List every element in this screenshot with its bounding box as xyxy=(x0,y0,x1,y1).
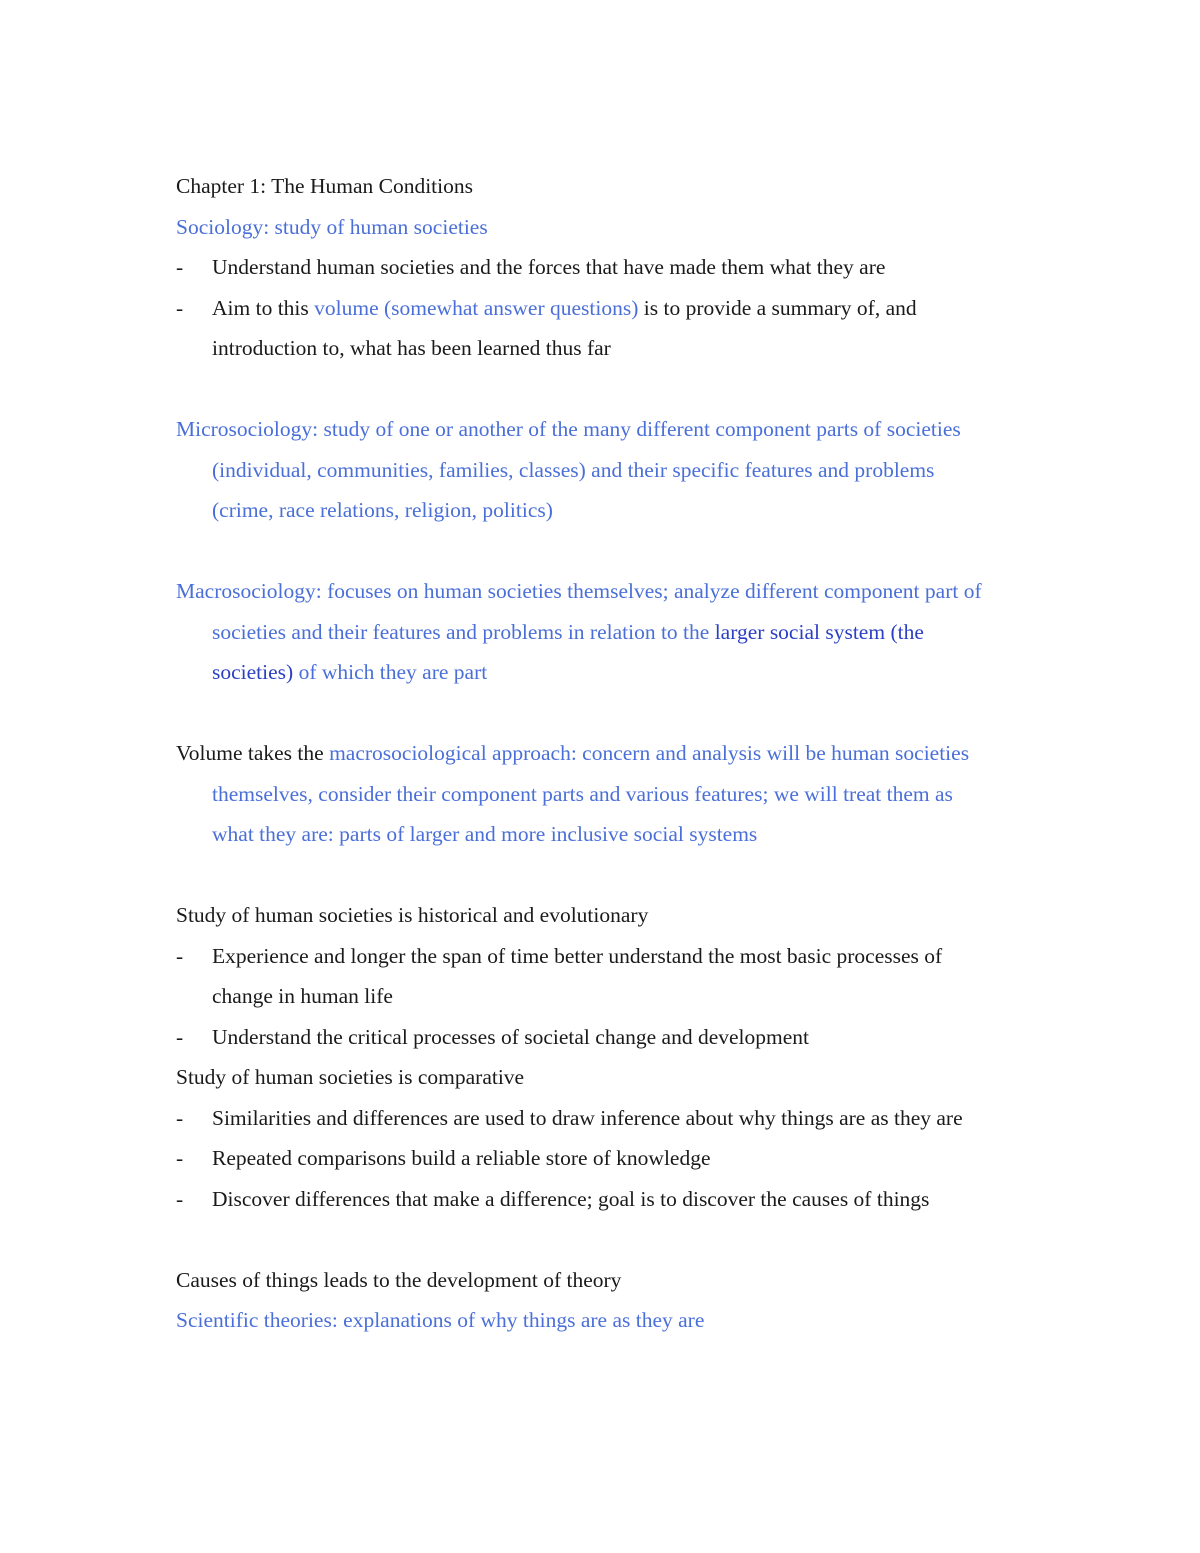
historical-heading: Study of human societies is historical and evolutionary xyxy=(176,903,649,927)
spacer xyxy=(176,1219,1076,1260)
volume-approach-line-1 xyxy=(176,733,1076,774)
bullet-marker: - xyxy=(176,1105,184,1130)
microsociology-line-3: (crime, race relations, religion, politics) xyxy=(212,498,553,522)
chapter-title: Chapter 1: The Human Conditions xyxy=(176,174,473,198)
comparative-bullet-2 xyxy=(176,1138,1076,1179)
spacer xyxy=(176,369,1076,410)
historical-bullet-2 xyxy=(176,1017,1076,1058)
spacer xyxy=(176,531,1076,572)
bullet-text: Experience and longer the span of time better understand the most basic processes of xyxy=(212,943,943,968)
document-page xyxy=(176,166,1076,1341)
microsociology-line-2: (individual, communities, families, classes) and their specific features and problems xyxy=(212,457,935,482)
macro-text: of which they are part xyxy=(293,660,488,684)
historical-bullet-1-continuation: change in human life xyxy=(212,984,393,1008)
larger-social-system-highlight: larger social system (the xyxy=(714,619,924,644)
spacer xyxy=(176,855,1076,896)
sociology-bullet-1 xyxy=(176,247,1076,288)
comparative-bullet-1 xyxy=(176,1098,1076,1139)
bullet-text: Understand human societies and the forces that have made them what they are xyxy=(212,255,886,279)
spacer xyxy=(176,693,1076,734)
sociology-definition: Sociology: study of human societies xyxy=(176,214,488,239)
microsociology-definition: Microsociology: study of one or another of the many different component parts of societies xyxy=(176,417,961,441)
macrosociology-line-3 xyxy=(176,652,1076,693)
bullet-text: Discover differences that make a difference; goal is to discover the causes of things xyxy=(212,1186,930,1211)
macrosociology-line-2 xyxy=(176,612,1076,653)
comparative-bullet-3 xyxy=(176,1179,1076,1220)
bullet-text-end: is to provide a summary of, and xyxy=(638,295,917,320)
bullet-text: Similarities and differences are used to draw inference about why things are as they are xyxy=(212,1105,963,1130)
macrosociological-approach-highlight: macrosociological approach: concern and analysis will be human societies xyxy=(329,741,970,765)
sociology-bullet-2-continuation: introduction to, what has been learned thus far xyxy=(212,336,611,360)
historical-bullet-1 xyxy=(176,936,1076,977)
bullet-marker: - xyxy=(176,295,184,320)
bullet-text: Understand the critical processes of societal change and development xyxy=(212,1024,809,1049)
comparative-heading: Study of human societies is comparative xyxy=(176,1065,525,1089)
volume-approach-line-2: themselves, consider their component parts and various features; we will treat them as xyxy=(212,781,953,806)
theory-line: Causes of things leads to the development of theory xyxy=(176,1267,622,1292)
volume-highlight: volume (somewhat answer questions) xyxy=(314,295,639,320)
societies-highlight: societies) xyxy=(212,660,294,684)
bullet-text: Repeated comparisons build a reliable store of knowledge xyxy=(212,1146,711,1170)
macrosociology-definition: Macrosociology: focuses on human societies themselves; analyze different component part of xyxy=(176,579,982,603)
bullet-text-start: Aim to this xyxy=(212,295,315,320)
bullet-marker: - xyxy=(176,255,184,279)
bullet-marker: - xyxy=(176,1146,184,1170)
volume-approach-line-3: what they are: parts of larger and more inclusive social systems xyxy=(212,822,758,846)
bullet-marker: - xyxy=(176,1024,184,1049)
bullet-marker: - xyxy=(176,1186,184,1211)
bullet-marker: - xyxy=(176,943,184,968)
volume-text: Volume takes the xyxy=(176,741,330,765)
macro-text: societies and their features and problems in relation to the xyxy=(212,619,715,644)
sociology-bullet-2 xyxy=(176,288,1076,329)
scientific-theories-definition: Scientific theories: explanations of why things are as they are xyxy=(176,1308,705,1332)
